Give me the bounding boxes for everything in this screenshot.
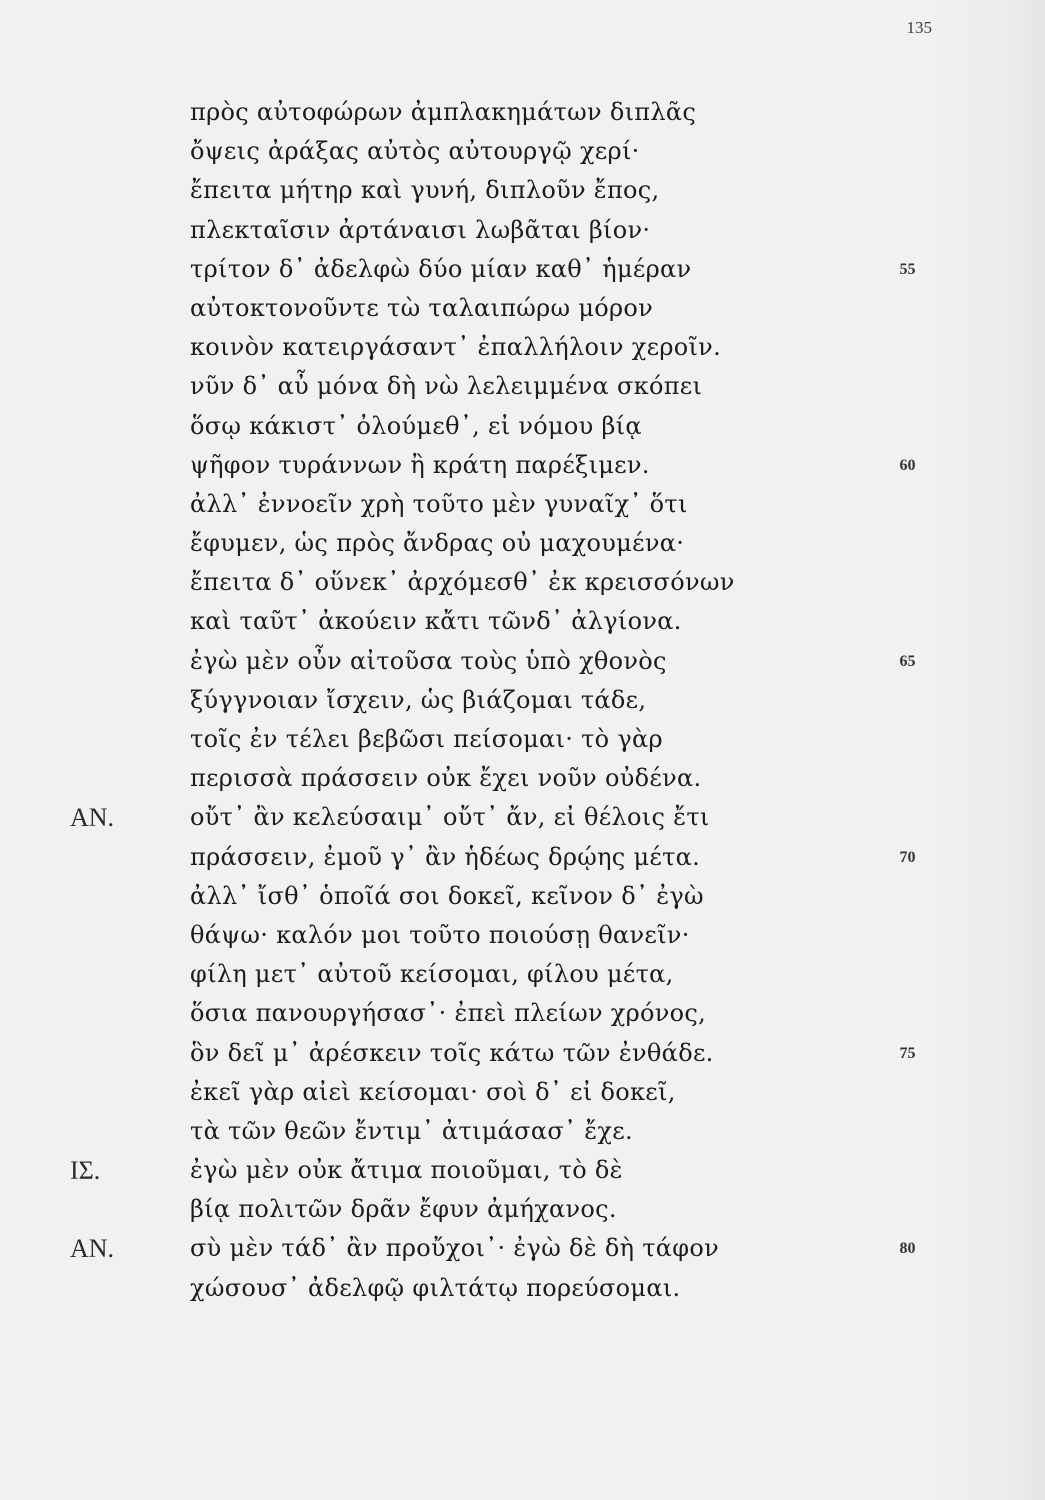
verse-text: κοινὸν κατειργάσαντ᾿ ἐπαλλήλοιν χεροῖν. bbox=[190, 333, 722, 362]
verse-line bbox=[0, 211, 1045, 250]
verse-text: πρὸς αὐτοφώρων ἀμπλακημάτων διπλᾶς bbox=[190, 98, 697, 126]
line-number: 55 bbox=[899, 260, 916, 278]
verse-line bbox=[0, 524, 1045, 563]
verse-text: σὺ μὲν τάδ᾿ ἂν προὔχοι᾿· ἐγὼ δὲ δὴ τάφον bbox=[190, 1234, 720, 1263]
verse-text: αὐτοκτονοῦντε τὼ ταλαιπώρω μόρον bbox=[190, 293, 654, 322]
verse-text: ἔφυμεν, ὡς πρὸς ἄνδρας οὐ μαχουμένα· bbox=[190, 529, 685, 558]
line-number: 65 bbox=[899, 652, 916, 670]
verse-line bbox=[0, 289, 1045, 328]
verse-text: ἐγὼ μὲν οὐκ ἄτιμα ποιοῦμαι, τὸ δὲ bbox=[190, 1156, 623, 1185]
verse-text: τὰ τῶν θεῶν ἔντιμ᾿ ἀτιμάσασ᾿ ἔχε. bbox=[190, 1116, 633, 1145]
verse-line bbox=[0, 407, 1045, 446]
verse-text: ἀλλ᾿ ἴσθ᾿ ὁποῖά σοι δοκεῖ, κεῖνον δ᾿ ἐγὼ bbox=[190, 881, 704, 910]
verse-text: ὄψεις ἀράξας αὐτὸς αὐτουργῷ χερί· bbox=[190, 137, 640, 166]
verse-text: πλεκταῖσιν ἀρτάναισι λωβᾶται βίον· bbox=[190, 215, 651, 244]
verse-line bbox=[0, 367, 1045, 406]
verse-line bbox=[0, 1034, 1045, 1073]
verse-line bbox=[0, 1269, 1045, 1308]
verse-text: τοῖς ἐν τέλει βεβῶσι πείσομαι· τὸ γὰρ bbox=[190, 725, 663, 753]
verse-line bbox=[0, 994, 1045, 1033]
verse-line bbox=[0, 759, 1045, 798]
verse-line bbox=[0, 485, 1045, 524]
verse-line bbox=[0, 328, 1045, 367]
verse-text: φίλη μετ᾿ αὐτοῦ κείσομαι, φίλου μέτα, bbox=[190, 960, 674, 989]
verse-text: ἔπειτα δ᾿ οὕνεκ᾿ ἀρχόμεσθ᾿ ἐκ κρεισσόνων bbox=[190, 568, 735, 597]
verse-line bbox=[0, 681, 1045, 720]
verse-line bbox=[0, 602, 1045, 641]
verse-text: ὅσῳ κάκιστ᾿ ὀλούμεθ᾿, εἰ νόμου βίᾳ bbox=[190, 411, 642, 440]
verse-line bbox=[0, 1229, 1045, 1268]
line-number: 70 bbox=[899, 848, 916, 866]
verse-text: ὃν δεῖ μ᾿ ἀρέσκειν τοῖς κάτω τῶν ἐνθάδε. bbox=[190, 1038, 714, 1067]
verse-text: καὶ ταῦτ᾿ ἀκούειν κἄτι τῶνδ᾿ ἀλγίονα. bbox=[190, 607, 682, 636]
verse-text: ἐκεῖ γὰρ αἰεὶ κείσομαι· σοὶ δ᾿ εἰ δοκεῖ, bbox=[190, 1077, 676, 1106]
speaker-label: ΑΝ. bbox=[70, 1234, 115, 1264]
verse-line bbox=[0, 250, 1045, 289]
verse-text: θάψω· καλόν μοι τοῦτο ποιούσῃ θανεῖν· bbox=[190, 920, 690, 949]
speaker-label: ΑΝ. bbox=[70, 803, 115, 833]
speaker-label: ΙΣ. bbox=[70, 1156, 101, 1186]
line-number: 60 bbox=[899, 456, 916, 474]
verse-text: πράσσειν, ἐμοῦ γ᾿ ἂν ἡδέως δρῴης μέτα. bbox=[190, 842, 701, 871]
verse-text: ψῆφον τυράννων ἢ κράτη παρέξιμεν. bbox=[190, 450, 650, 479]
verse-text: ἔπειτα μήτηρ καὶ γυνή, διπλοῦν ἔπος, bbox=[190, 176, 660, 205]
verse-line bbox=[0, 838, 1045, 877]
verse-block bbox=[0, 93, 1045, 1308]
verse-text: τρίτον δ᾿ ἀδελφὼ δύο μίαν καθ᾿ ἡμέραν bbox=[190, 254, 692, 283]
verse-text: νῦν δ᾿ αὖ μόνα δὴ νὼ λελειμμένα σκόπει bbox=[190, 372, 703, 401]
verse-line bbox=[0, 563, 1045, 602]
verse-line bbox=[0, 1190, 1045, 1229]
verse-text: χώσουσ᾿ ἀδελφῷ φιλτάτῳ πορεύσομαι. bbox=[190, 1273, 681, 1302]
verse-text: βίᾳ πολιτῶν δρᾶν ἔφυν ἀμήχανος. bbox=[190, 1195, 617, 1224]
line-number: 75 bbox=[899, 1044, 916, 1062]
verse-text: περισσὰ πράσσειν οὐκ ἔχει νοῦν οὐδένα. bbox=[190, 764, 702, 793]
verse-line bbox=[0, 1073, 1045, 1112]
line-number: 80 bbox=[899, 1240, 916, 1258]
verse-line bbox=[0, 171, 1045, 210]
verse-line bbox=[0, 132, 1045, 171]
verse-text: οὔτ᾿ ἂν κελεύσαιμ᾿ οὔτ᾿ ἄν, εἰ θέλοις ἔτι bbox=[190, 803, 710, 832]
verse-text: ὅσια πανουργήσασ᾿· ἐπεὶ πλείων χρόνος, bbox=[190, 999, 707, 1028]
verse-line bbox=[0, 916, 1045, 955]
verse-line bbox=[0, 642, 1045, 681]
verse-line bbox=[0, 720, 1045, 759]
verse-line bbox=[0, 955, 1045, 994]
verse-line bbox=[0, 93, 1045, 132]
verse-text: ἐγὼ μὲν οὖν αἰτοῦσα τοὺς ὑπὸ χθονὸς bbox=[190, 646, 667, 675]
verse-line bbox=[0, 446, 1045, 485]
verse-text: ξύγγνοιαν ἴσχειν, ὡς βιάζομαι τάδε, bbox=[190, 685, 647, 714]
verse-line bbox=[0, 798, 1045, 837]
verse-text: ἀλλ᾿ ἐννοεῖν χρὴ τοῦτο μὲν γυναῖχ᾿ ὅτι bbox=[190, 489, 688, 518]
verse-line bbox=[0, 1112, 1045, 1151]
verse-line bbox=[0, 877, 1045, 916]
verse-line bbox=[0, 1151, 1045, 1190]
page-number: 135 bbox=[906, 18, 932, 37]
